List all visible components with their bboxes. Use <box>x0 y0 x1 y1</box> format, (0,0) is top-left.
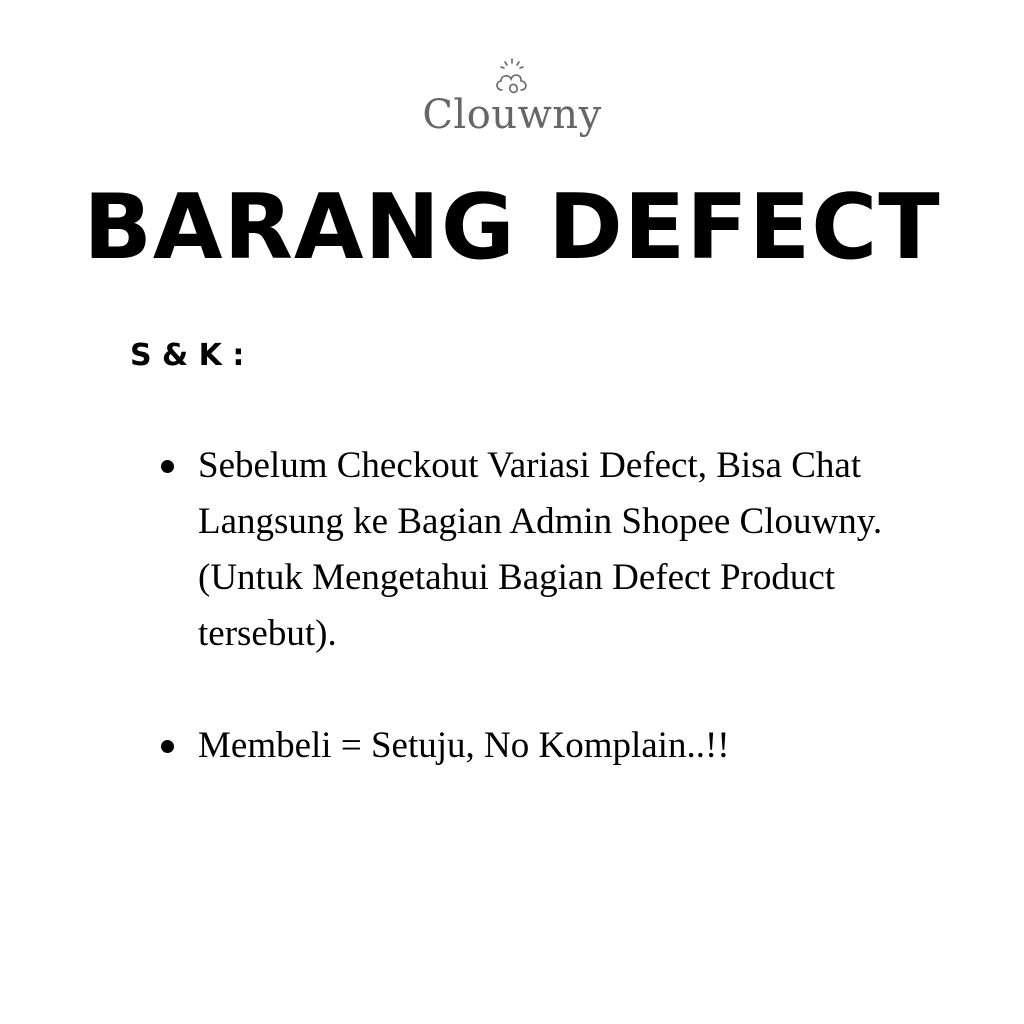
terms-heading: S & K : <box>130 338 245 373</box>
brand-logo <box>0 56 1024 138</box>
term-item <box>198 438 938 662</box>
bullet-dot-icon <box>161 460 174 473</box>
bullet-dot-icon <box>161 740 174 753</box>
term-text: Membeli = Setuju, No Komplain..!! <box>198 725 730 766</box>
page-title: BARANG DEFECT <box>83 175 941 280</box>
logo-text: Clouwny <box>422 92 602 138</box>
term-item <box>198 718 938 774</box>
term-text: Sebelum Checkout Variasi Defect, Bisa Chat Langsung ke Bagian Admin Shopee Clouwny. (Untuk Mengetahui Bagian Defect Product tersebut). <box>198 445 883 654</box>
